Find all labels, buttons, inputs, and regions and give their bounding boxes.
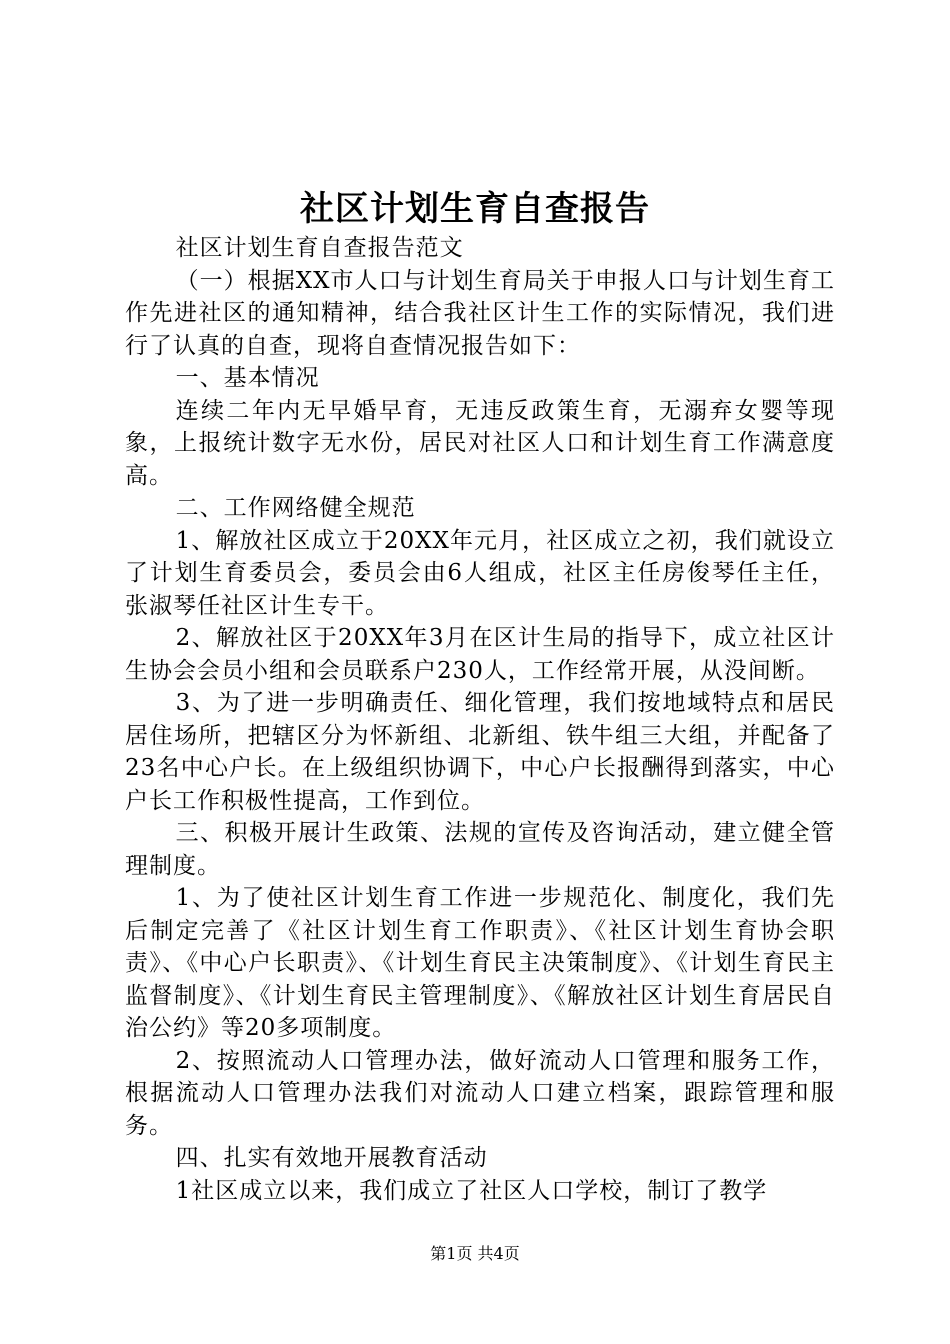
heading-work-network: 二、工作网络健全规范 xyxy=(175,495,416,521)
paragraph-education-1: 1社区成立以来，我们成立了社区人口学校，制订了教学 xyxy=(175,1177,768,1204)
paragraph-network-1: 1、解放社区成立于20XX年元月，社区成立之初，我们就设立了计划生育委员会，委员会由6人组成，社区主任房俊琴任主任，张淑琴任社区计生专干。 xyxy=(125,527,835,619)
paragraph-publicity-1: 1、为了使社区计划生育工作进一步规范化、制度化，我们先后制定完善了《社区计划生育工作职责》、《社区计划生育协会职责》、《中心户长职责》、《计划生育民主决策制度》、《计划生育民主监督制度》、《计划生育民主管理制度》、《解放社区计划生育居民自治公约》等20多项制度。 xyxy=(125,885,835,1041)
heading-basic-situation: 一、基本情况 xyxy=(175,365,320,391)
document-body xyxy=(125,232,835,1207)
document-title: 社区计划生育自查报告 xyxy=(300,189,650,229)
paragraph-network-2: 2、解放社区于20XX年3月在区计生局的指导下，成立社区计生协会会员小组和会员联系户230人，工作经常开展，从没间断。 xyxy=(125,625,835,684)
paragraph-basic-situation: 连续二年内无早婚早育，无违反政策生育，无溺弃女婴等现象，上报统计数字无水份，居民对社区人口和计划生育工作满意度高。 xyxy=(125,397,835,489)
paragraph-subtitle: 社区计划生育自查报告范文 xyxy=(175,235,464,261)
heading-publicity: 三、积极开展计生政策、法规的宣传及咨询活动，建立健全管理制度。 xyxy=(125,820,835,879)
paragraph-network-3: 3、为了进一步明确责任、细化管理，我们按地域特点和居民居住场所，把辖区分为怀新组、北新组、铁牛组三大组，并配备了23名中心户长。在上级组织协调下，中心户长报酬得到落实，中心户长工作积极性提高，工作到位。 xyxy=(125,690,835,814)
heading-education: 四、扎实有效地开展教育活动 xyxy=(175,1145,488,1171)
paragraph-publicity-2: 2、按照流动人口管理办法，做好流动人口管理和服务工作，根据流动人口管理办法我们对流动人口建立档案，跟踪管理和服务。 xyxy=(125,1047,835,1139)
paragraph-intro: （一）根据XX市人口与计划生育局关于申报人口与计划生育工作先进社区的通知精神，结合我社区计生工作的实际情况，我们进行了认真的自查，现将自查情况报告如下： xyxy=(125,267,835,359)
page-number: 第1页 共4页 xyxy=(430,1244,520,1263)
